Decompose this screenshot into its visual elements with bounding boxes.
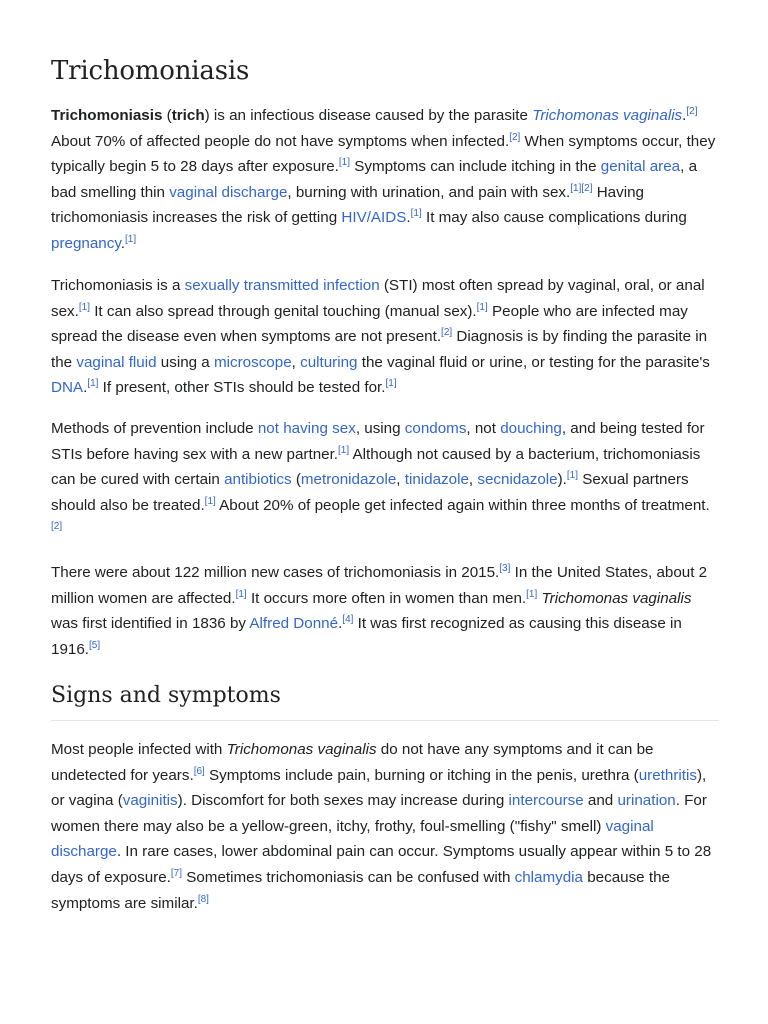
citation-ref[interactable]: [8] (197, 893, 209, 905)
species-name: Trichomonas vaginalis (541, 589, 692, 607)
citation-ref[interactable]: [2] (441, 327, 453, 339)
citation-ref[interactable]: [1] (235, 588, 247, 600)
term-bold: trich (171, 107, 205, 124)
section-heading-signs-symptoms: Signs and symptoms (51, 683, 719, 721)
citation-ref[interactable]: [7] (170, 867, 183, 879)
citation-ref[interactable]: [1] (385, 378, 397, 390)
term-bold: Trichomoniasis (51, 107, 163, 124)
page-title: Trichomoniasis (51, 56, 250, 86)
citation-ref[interactable]: [2] (581, 182, 593, 194)
citation-ref[interactable]: [2] (686, 106, 698, 117)
intro-paragraph-3: Methods of prevention include not having sex, using condoms, not douching, and being tested for STIs before having sex with a new partner.[1] Although not caused by a bacterium, trichomoniasis can be cured with certain antibiotics (metronidazole, tinidazole, secnidazole).[1] Sexual partners should also be treated.[1] About 20% of people get infected again within three months of treatment.[2] (51, 420, 710, 533)
link-vaginal-discharge[interactable]: vaginal discharge (169, 183, 288, 201)
citation-ref[interactable]: [5] (89, 639, 101, 651)
intro-paragraph-2: Trichomoniasis is a sexually transmitted infection (STI) most often spread by vaginal, oral, or anal sex.[1] It can also spread through genital touching (manual sex).[1] People who are infected may spread the disease even when symptoms are not present.[2] Diagnosis is by finding the parasite in the vaginal fluid using a microscope, culturing the vaginal fluid or urine, or testing for the parasite's DNA.[1] If present, other STIs should be tested for.[1] (51, 277, 710, 397)
citation-ref[interactable]: [1] (566, 470, 578, 482)
link-condoms[interactable]: condoms (404, 420, 467, 437)
link-vaginitis[interactable]: vaginitis (122, 792, 178, 810)
link-vaginal-fluid[interactable]: vaginal fluid (76, 353, 157, 371)
link-pregnancy[interactable]: pregnancy (51, 234, 121, 252)
link-metronidazole[interactable]: metronidazole (300, 471, 397, 489)
link-secnidazole[interactable]: secnidazole (477, 471, 558, 489)
link-antibiotics[interactable]: antibiotics (224, 471, 292, 489)
link-trichomonas-vaginalis[interactable]: Trichomonas vaginalis (532, 107, 683, 124)
link-chlamydia[interactable]: chlamydia (514, 868, 583, 886)
citation-ref[interactable]: [1] (78, 301, 90, 313)
link-sexually-transmitted-infection[interactable]: sexually transmitted infection (184, 277, 380, 294)
citation-ref[interactable]: [4] (342, 614, 354, 626)
citation-ref[interactable]: [1] (526, 588, 538, 600)
link-vaginal-discharge-2[interactable]: vaginal discharge (51, 817, 654, 861)
intro-paragraph-1: Trichomoniasis (trich) is an infectious disease caused by the parasite Trichomonas vaginalis.[2] About 70% of affected people do not have symptoms when infected.[2] When symptoms occur, they typically begin 5 to 28 days after exposure.[1] Symptoms can include itching in the genital area, a bad smelling thin vaginal discharge, burning with urination, and pain with sex.[1][2] Having trichomoniasis increases the risk of getting HIV/AIDS.[1] It may also cause complications during pregnancy.[1] (51, 106, 716, 252)
link-hiv-aids[interactable]: HIV/AIDS (341, 209, 407, 227)
link-microscope[interactable]: microscope (213, 353, 292, 371)
link-tinidazole[interactable]: tinidazole (404, 471, 469, 489)
citation-ref[interactable]: [1] (204, 495, 216, 507)
citation-ref[interactable]: [1] (125, 233, 137, 245)
citation-ref[interactable]: [2] (51, 521, 63, 533)
link-culturing[interactable]: culturing (300, 353, 358, 371)
intro-paragraph-4: There were about 122 million new cases of trichomoniasis in 2015.[3] In the United States, about 2 million women are affected.[1] It occurs more often in women than men.[1] Trichomonas vaginalis was first identified in 1836 by Alfred Donné.[4] It was first recognized as causing this disease in 1916.[5] (51, 563, 708, 658)
link-urination[interactable]: urination (617, 792, 676, 810)
link-genital-area[interactable]: genital area (600, 158, 681, 176)
link-not-having-sex[interactable]: not having sex (257, 420, 356, 437)
link-alfred-donne[interactable]: Alfred Donné (249, 615, 339, 633)
citation-ref[interactable]: [1] (410, 208, 422, 220)
link-intercourse[interactable]: intercourse (508, 792, 584, 810)
citation-ref[interactable]: [1] (87, 378, 99, 390)
signs-paragraph-1: Most people infected with Trichomonas vaginalis do not have any symptoms and it can be undetected for years.[6] Symptoms include pain, burning or itching in the penis, urethra (urethritis), or vagina (vaginitis). Discomfort for both sexes may increase during intercourse and urination. For women there may also be a yellow-green, itchy, frothy, foul-smelling ("fishy" smell) vaginal discharge. In rare cases, lower abdominal pain can occur. Symptoms usually appear within 5 to 28 days of exposure.[7] Sometimes trichomoniasis can be confused with chlamydia because the symptoms are similar.[8] (51, 741, 712, 912)
species-name: Trichomonas vaginalis (226, 741, 377, 758)
citation-ref[interactable]: [6] (193, 765, 205, 777)
citation-ref[interactable]: [1] (338, 157, 351, 169)
citation-ref[interactable]: [1] (476, 301, 488, 313)
link-urethritis[interactable]: urethritis (638, 766, 697, 784)
citation-ref[interactable]: [1] (570, 182, 582, 194)
link-douching[interactable]: douching (500, 420, 562, 437)
citation-ref[interactable]: [2] (509, 131, 521, 143)
citation-ref[interactable]: [3] (499, 563, 511, 574)
citation-ref[interactable]: [1] (338, 444, 350, 456)
link-dna[interactable]: DNA (51, 379, 84, 397)
